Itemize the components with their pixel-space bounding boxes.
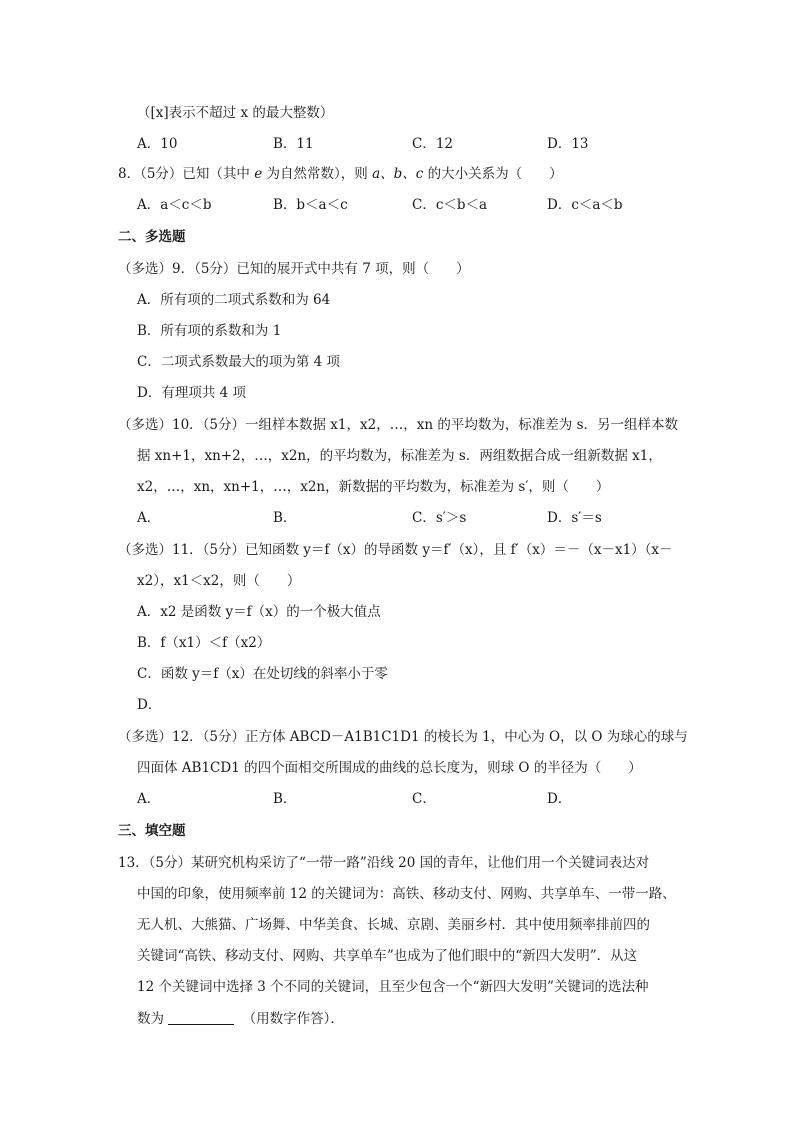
q13-line6-prefix: 数为 bbox=[137, 1011, 164, 1027]
q12-stem-line1: （多选）12．（5分）正方体 ABCD－A1B1C1D1 的棱长为 1，中心为 O，以 O 为球心的球与 bbox=[118, 729, 688, 745]
q12-option-c: C． bbox=[412, 791, 436, 807]
q10-option-d: D．s′＝s bbox=[547, 510, 602, 526]
q8-stem-vars: a、b、c bbox=[372, 166, 424, 182]
q7-option-b: B．11 bbox=[273, 136, 314, 152]
q12-option-d: D． bbox=[547, 791, 572, 807]
q8-option-d: D．c＜a＜b bbox=[547, 197, 623, 213]
q8-stem-part-c: 的大小关系为（ ） bbox=[427, 166, 563, 182]
section-heading-multi-choice: 二、多选题 bbox=[118, 229, 186, 245]
q9-option-d: D．有理项共 4 项 bbox=[137, 385, 246, 401]
q8-option-b: B．b＜a＜c bbox=[273, 197, 348, 213]
q9-option-c: C．二项式系数最大的项为第 4 项 bbox=[137, 354, 341, 370]
q13-stem-line3: 无人机、大熊猫、广场舞、中华美食、长城、京剧、美丽乡村．其中使用频率排前四的 bbox=[137, 917, 650, 933]
q10-stem-line2: 据 xn+1，xn+2，…，x2n，的平均数为，标准差为 s．两组数据合成一组新数据 x1， bbox=[137, 448, 662, 464]
q8-stem-e: e bbox=[254, 166, 263, 182]
q13-stem-line6 bbox=[137, 1010, 344, 1028]
q10-option-c: C．s′＞s bbox=[412, 510, 467, 526]
q8-stem-part-a: 8．（5分）已知（其中 bbox=[118, 166, 250, 182]
q10-option-a: A． bbox=[137, 510, 161, 526]
q13-stem-line1: 13．（5分）某研究机构采访了“一带一路”沿线 20 国的青年，让他们用一个关键词表达对 bbox=[118, 855, 650, 871]
q13-stem-line4: 关键词“高铁、移动支付、网购、共享单车”也成为了他们眼中的“新四大发明”．从这 bbox=[137, 948, 638, 964]
q8-stem-part-b: 为自然常数），则 bbox=[266, 166, 368, 182]
answer-blank[interactable] bbox=[168, 1010, 234, 1025]
section-heading-fill-in: 三、填空题 bbox=[118, 823, 186, 839]
q7-option-c: C．12 bbox=[412, 136, 454, 152]
q8-option-a: A．a＜c＜b bbox=[137, 197, 212, 213]
q13-stem-line2: 中国的印象，使用频率前 12 的关键词为：高铁、移动支付、网购、共享单车、一带一路、 bbox=[137, 886, 676, 902]
q11-option-c: C．函数 y＝f（x）在处切线的斜率小于零 bbox=[137, 666, 388, 682]
q8-stem bbox=[118, 165, 563, 183]
q7-option-d: D．13 bbox=[547, 136, 589, 152]
q9-stem: （多选）9．（5分）已知的展开式中共有 7 项，则（ ） bbox=[118, 261, 470, 277]
q10-stem-line3: x2，…，xn，xn+1，…，x2n，新数据的平均数为，标准差为 s′，则（ ） bbox=[137, 479, 610, 495]
q11-option-a: A．x2 是函数 y＝f（x）的一个极大值点 bbox=[137, 604, 381, 620]
q11-stem-line2: x2），x1＜x2，则（ ） bbox=[137, 573, 301, 589]
q12-option-b: B． bbox=[273, 791, 297, 807]
q9-option-b: B．所有项的系数和为 1 bbox=[137, 323, 282, 339]
q12-stem-line2: 四面体 AB1CD1 的四个面相交所围成的曲线的总长度为，则球 O 的半径为（ ） bbox=[137, 760, 642, 776]
q7-option-a: A．10 bbox=[137, 136, 178, 152]
q13-stem-line5: 12 个关键词中选择 3 个不同的关键词，且至少包含一个“新四大发明”关键词的选法种 bbox=[137, 979, 649, 995]
q9-option-a: A．所有项的二项式系数和为 64 bbox=[137, 292, 331, 308]
q10-option-b: B． bbox=[273, 510, 297, 526]
q11-option-b: B．f（x1）＜f（x2） bbox=[137, 635, 271, 651]
q12-option-a: A． bbox=[137, 791, 161, 807]
q10-stem-line1: （多选）10．（5分）一组样本数据 x1，x2，…，xn 的平均数为，标准差为 s．另一组样本数 bbox=[118, 417, 679, 433]
q7-note: （[x]表示不超过 x 的最大整数） bbox=[137, 105, 334, 121]
q11-stem-line1: （多选）11．（5分）已知函数 y＝f（x）的导函数 y＝f′（x），且 f′（x）＝－（x－x1）（x－ bbox=[118, 542, 673, 558]
q13-line6-suffix: （用数字作答）． bbox=[242, 1011, 344, 1027]
q11-option-d: D． bbox=[137, 697, 162, 713]
q8-option-c: C．c＜b＜a bbox=[412, 197, 488, 213]
